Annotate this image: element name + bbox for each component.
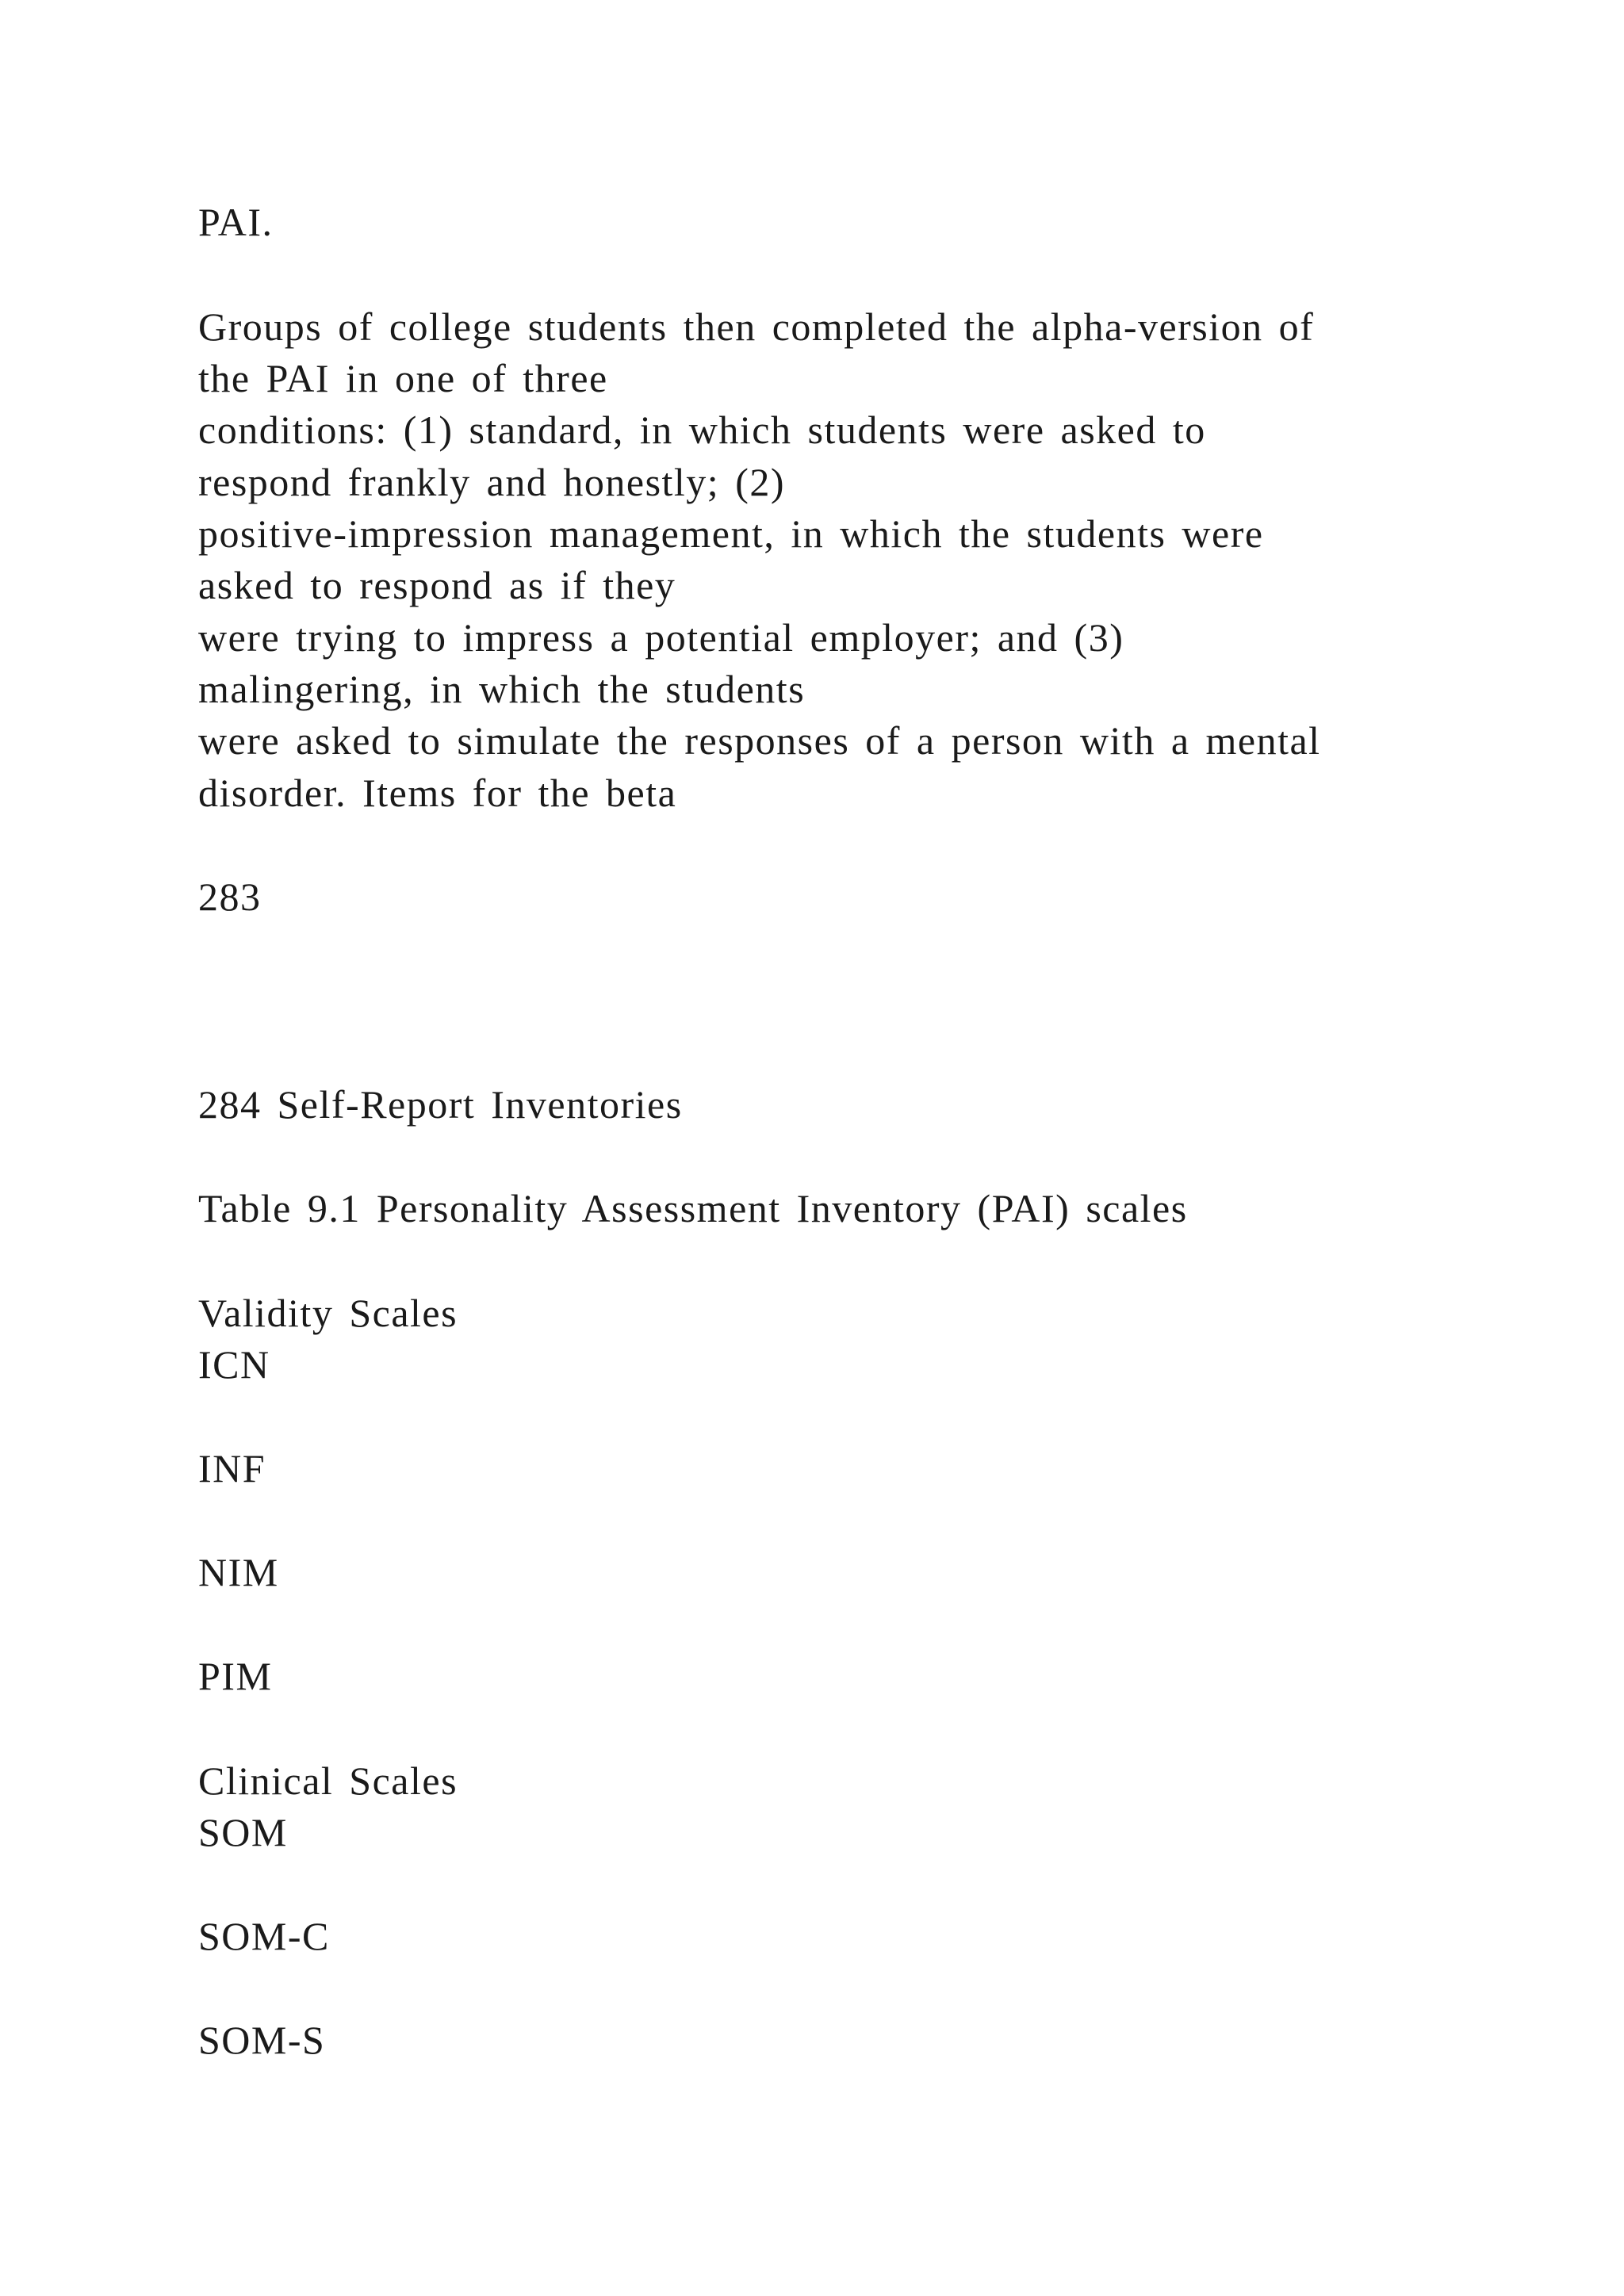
scale-code: NIM (198, 1550, 279, 1594)
text-line: malingering, in which the students (198, 667, 806, 711)
text-line: conditions: (1) standard, in which students were asked to (198, 408, 1206, 452)
text-line: asked to respond as if they (198, 563, 676, 607)
scale-code: SOM (198, 1810, 288, 1854)
scale-code: SOM-S (198, 2018, 326, 2062)
table-caption: Table 9.1 Personality Assessment Inventory (PAI) scales (198, 1186, 1188, 1230)
text-line: disorder. Items for the beta (198, 771, 677, 815)
text-line: respond frankly and honestly; (2) (198, 460, 786, 504)
text-line: the PAI in one of three (198, 356, 608, 400)
section-heading-validity-scales: Validity Scales (198, 1291, 458, 1335)
section-heading-clinical-scales: Clinical Scales (198, 1758, 458, 1803)
text-line: positive-impression management, in which the students were (198, 511, 1264, 556)
scale-code: SOM-C (198, 1914, 330, 1958)
text-line: were trying to impress a potential employer; and (3) (198, 615, 1124, 660)
text-line: PAI. (198, 200, 274, 244)
scale-code: ICN (198, 1342, 270, 1387)
running-header: 284 Self-Report Inventories (198, 1082, 683, 1127)
scale-code: INF (198, 1446, 266, 1490)
scale-code: PIM (198, 1654, 273, 1698)
page-number: 283 (198, 874, 262, 919)
text-line: were asked to simulate the responses of a person with a mental (198, 718, 1321, 763)
text-line: Groups of college students then completed the alpha-version of (198, 304, 1315, 349)
